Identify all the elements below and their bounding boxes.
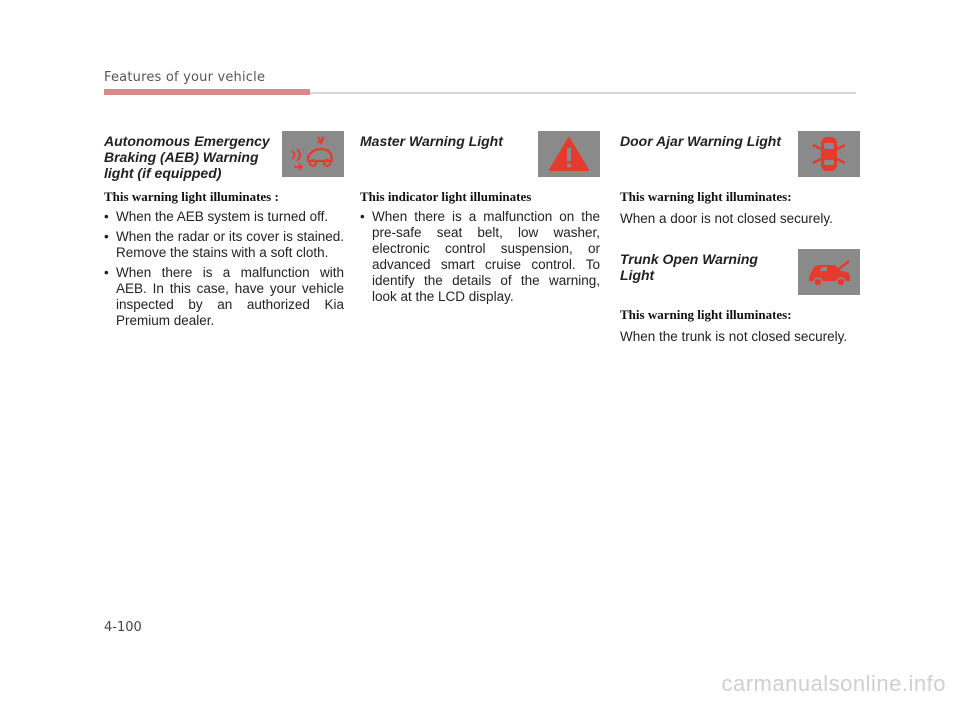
door-trunk-section	[620, 131, 860, 345]
door-ajar-icon	[809, 133, 849, 175]
aeb-warning-icon	[288, 135, 338, 173]
door-heading-block	[620, 131, 860, 183]
header-accent-bar	[104, 89, 310, 95]
master-warning-section	[360, 131, 600, 309]
section-header-label: Features of your vehicle	[104, 70, 266, 85]
page-number: 4-100	[104, 620, 142, 635]
trunk-heading-block	[620, 249, 860, 301]
door-title: Door Ajar Warning Light	[620, 133, 781, 149]
master-icon-box	[538, 131, 600, 177]
aeb-heading-block	[104, 131, 344, 183]
master-bullet-list	[360, 209, 600, 305]
master-heading-block	[360, 131, 600, 183]
aeb-icon-box	[282, 131, 344, 177]
trunk-icon-box	[798, 249, 860, 295]
door-subheading: This warning light illuminates:	[620, 189, 792, 204]
trunk-open-icon	[805, 255, 853, 289]
trunk-text: When the trunk is not closed securely.	[620, 329, 848, 344]
aeb-title: Autonomous Emergency Braking (AEB) Warning light (if equipped)	[104, 133, 270, 181]
trunk-title: Trunk Open Warning Light	[620, 251, 758, 283]
door-text: When a door is not closed securely.	[620, 211, 833, 226]
aeb-subheading: This warning light illuminates :	[104, 189, 279, 204]
master-title: Master Warning Light	[360, 133, 503, 149]
watermark: carmanualsonline.info	[721, 671, 946, 696]
master-subheading: This indicator light illuminates	[360, 189, 532, 204]
trunk-subheading: This warning light illuminates:	[620, 307, 792, 322]
list-item: • When the AEB system is turned off.	[104, 209, 344, 225]
aeb-bullet-list	[104, 209, 344, 329]
aeb-section	[104, 131, 344, 333]
door-icon-box	[798, 131, 860, 177]
list-item: • When there is a malfunction with AEB. In this case, have your vehicle inspected by an authorized Kia Premium dealer.	[104, 265, 344, 329]
list-item: • When there is a malfunction on the pre-safe seat belt, low washer, electronic control suspension, or advanced smart cruise control. To identify the details of the warning, look at the LCD display.	[360, 209, 600, 305]
master-warning-triangle-icon	[547, 135, 591, 173]
list-item: • When the radar or its cover is stained. Remove the stains with a soft cloth.	[104, 229, 344, 261]
